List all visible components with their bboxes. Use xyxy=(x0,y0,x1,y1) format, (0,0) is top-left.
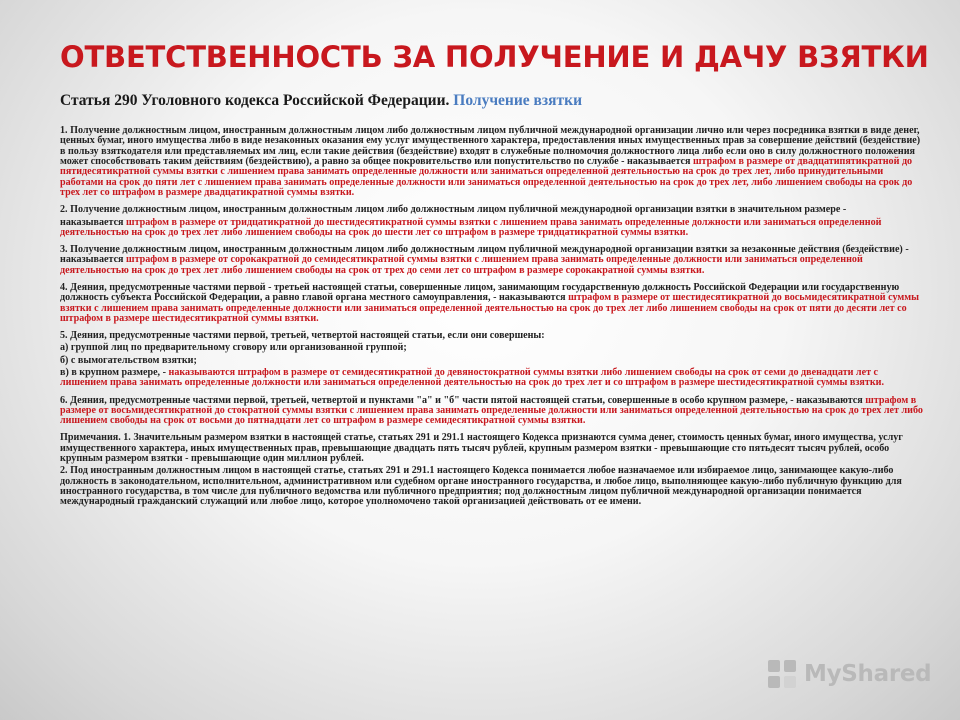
paragraph-4: 4. Деяния, предусмотренные частями первой - третьей настоящей статьи, совершенные лицом, занимающим государственную должность Российской Федерации или государственную должность субъекта Российской Федерации, а равно главой органа местного самоуправления, - наказываются штрафом в размере от шестидесятикратной до восьмидесятикратной суммы взятки с лишением права занимать определенные должности или заниматься определенной деятельностью на срок до трех лет либо лишением свободы на срок от пяти до десяти лет со штрафом в размере шестидесятикратной суммы взятки. xyxy=(60,281,919,324)
article-body xyxy=(60,126,928,515)
watermark-text: MyShared xyxy=(804,661,932,687)
article-heading xyxy=(60,92,930,110)
paragraph-1: 1. Получение должностным лицом, иностранным должностным лицом либо должностным лицом публичной международной организации лично или через посредника взятки в виде денег, ценных бумаг, иного имущества либо в виде незаконных оказания ему услуг имущественного характера, предоставления иных имущественных прав за совершение действий (бездействие) в пользу взяткодателя или представляемых им лиц, если такие действия (бездействие) входят в служебные полномочия должностного лица либо если оно в силу должностного положения может способствовать таким действиям (бездействию), а равно за общее покровительство или попустительство по службе - наказывается штрафом в размере от двадцатипятикратной до пятидесятикратной суммы взятки с лишением права занимать определенные должности или заниматься определенной деятельностью на срок до трех лет, либо принудительными работами на срок до пяти лет с лишением права занимать определенные должности или заниматься определенной деятельностью на срок до трех лет, либо лишением свободы на срок до трех лет со штрафом в размере двадцатикратной суммы взятки. xyxy=(60,125,921,199)
paragraph-2-intro: 2. Получение должностным лицом, иностранным должностным лицом либо должностным лицом публичной международной организации взятки в значительном размере - xyxy=(60,204,847,216)
paragraph-5-intro: 5. Деяния, предусмотренные частями первой, третьей, четвертой настоящей статьи, если они совершены: xyxy=(60,330,545,342)
paragraph-5-item-c: в) в крупном размере, - наказываются штрафом в размере от семидесятикратной до девяностократной суммы взятки либо лишением свободы на срок от семи до двенадцати лет с лишением права занимать определенные должности или заниматься определенной деятельностью на срок до трех лет и со штрафом в размере шестидесятикратной суммы взятки. xyxy=(60,367,884,389)
paragraph-5-item-a: а) группой лиц по предварительному сговору или организованной группой; xyxy=(60,342,407,354)
watermark xyxy=(766,654,946,694)
myshared-logo-icon xyxy=(766,658,798,690)
paragraph-5-item-b: б) с вымогательством взятки; xyxy=(60,354,197,366)
article-heading-highlight: Получение взятки xyxy=(453,92,583,109)
slide-title: ОТВЕТСТВЕННОСТЬ ЗА ПОЛУЧЕНИЕ И ДАЧУ ВЗЯТКИ xyxy=(60,40,929,74)
paragraph-6: 6. Деяния, предусмотренные частями первой, третьей, четвертой и пунктами "а" и "б" части пятой настоящей статьи, совершенные в особо крупном размере, - наказываются штрафом в размере от восьмидесятикратной до стократной суммы взятки с лишением права занимать определенные должности или заниматься определенной деятельностью на срок до трех лет либо лишением свободы на срок от восьми до пятнадцати лет со штрафом в размере семидесятикратной суммы взятки. xyxy=(60,394,923,427)
note-1: Примечания. 1. Значительным размером взятки в настоящей статье, статьях 291 и 291.1 настоящего Кодекса признаются сумма денег, стоимость ценных бумаг, иного имущества, услуг имущественного характера, иных имущественных прав, превышающие двадцать пять тысяч рублей, крупным размером взятки - превышающие сто пятьдесят тысяч рублей, особо крупным размером взятки - превышающие один миллион рублей. xyxy=(60,432,903,465)
paragraph-3: 3. Получение должностным лицом, иностранным должностным лицом либо должностным лицом публичной международной организации взятки за незаконные действия (бездействие) - наказывается штрафом в размере от сорокакратной до семидесятикратной суммы взятки с лишением права занимать определенные должности или заниматься определенной деятельностью на срок до трех лет либо лишением свободы на срок от трех до семи лет со штрафом в размере сорокакратной суммы взятки. xyxy=(60,244,909,276)
note-2: 2. Под иностранным должностным лицом в настоящей статье, статьях 291 и 291.1 настоящего Кодекса понимается любое назначаемое или избираемое лицо, занимающее какую-либо должность в законодательном, исполнительном, административном или судебном органе иностранного государства, и любое лицо, выполняющее какую-либо публичную функцию для иностранного государства, в том числе для публичного ведомства или публичного предприятия; под должностным лицом публичной международной организации понимается международный гражданский служащий или любое лицо, которое уполномочено такой организацией действовать от ее имени. xyxy=(60,465,902,508)
paragraph-2-penalty: наказывается штрафом в размере от тридцатикратной до шестидесятикратной суммы взятки с лишением права занимать определенные должности или заниматься определенной деятельностью на срок до трех лет либо лишением свободы на срок до шести лет со штрафом в размере тридцатикратной суммы взятки. xyxy=(60,216,882,238)
article-heading-main: Статья 290 Уголовного кодекса Российской Федерации. xyxy=(60,92,450,109)
